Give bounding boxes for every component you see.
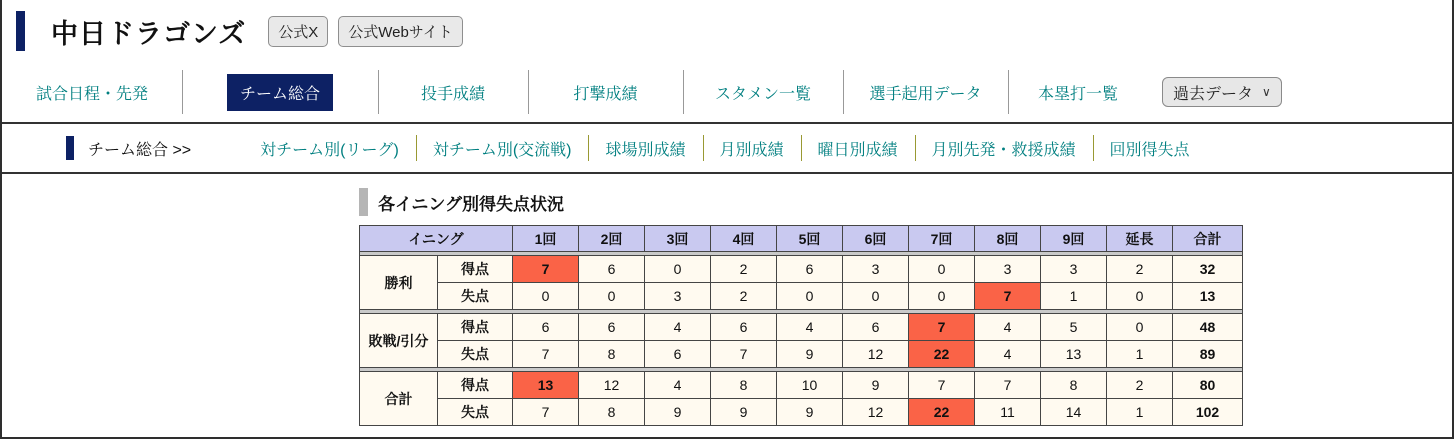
- score-cell: 0: [777, 283, 843, 310]
- score-cell: 7: [909, 372, 975, 399]
- score-cell: 9: [777, 341, 843, 368]
- score-cell: 0: [909, 283, 975, 310]
- score-cell: 7: [909, 314, 975, 341]
- main-nav-item[interactable]: [528, 62, 683, 122]
- main-nav-item-label: 投手成績: [420, 85, 485, 103]
- score-cell: 4: [975, 314, 1041, 341]
- score-cell: 1: [1107, 399, 1173, 426]
- score-cell: 89: [1173, 341, 1243, 368]
- score-cell: 7: [513, 399, 579, 426]
- team-header: [2, 0, 1452, 62]
- main-nav-item-label: 本塁打一覧: [1037, 85, 1118, 103]
- main-nav-item[interactable]: [1008, 62, 1148, 122]
- row-label: 失点: [438, 283, 513, 310]
- score-cell: 6: [711, 314, 777, 341]
- score-cell: 5: [1041, 314, 1107, 341]
- main-nav: [2, 62, 1452, 122]
- sub-nav-link[interactable]: 曜日別成績: [801, 137, 915, 160]
- main-nav-item[interactable]: [683, 62, 843, 122]
- section-title-row: [359, 188, 1452, 216]
- sub-nav-link[interactable]: 対チーム別(交流戦): [416, 137, 589, 160]
- table-header-cell: 合計: [1173, 226, 1243, 252]
- score-cell: 13: [513, 372, 579, 399]
- score-cell: 4: [645, 372, 711, 399]
- score-cell: 3: [645, 283, 711, 310]
- table-row: [360, 256, 1243, 283]
- score-cell: 8: [711, 372, 777, 399]
- score-cell: 4: [777, 314, 843, 341]
- table-row: [360, 314, 1243, 341]
- score-cell: 14: [1041, 399, 1107, 426]
- table-header-cell: 3回: [645, 226, 711, 252]
- table-header-cell: 5回: [777, 226, 843, 252]
- score-cell: 22: [909, 341, 975, 368]
- score-cell: 6: [777, 256, 843, 283]
- score-cell: 6: [579, 314, 645, 341]
- sub-nav-current: [66, 136, 191, 160]
- score-cell: 3: [1041, 256, 1107, 283]
- section-title: 各イニング別得失点状況: [378, 194, 564, 214]
- row-label: 得点: [438, 314, 513, 341]
- main-nav-item[interactable]: [2, 62, 182, 122]
- score-cell: 3: [843, 256, 909, 283]
- sub-nav-link[interactable]: 回別得失点: [1093, 137, 1207, 160]
- score-cell: 9: [777, 399, 843, 426]
- score-cell: 13: [1173, 283, 1243, 310]
- score-cell: 0: [843, 283, 909, 310]
- table-header-cell: 6回: [843, 226, 909, 252]
- main-nav-item-label: 選手起用データ: [869, 85, 982, 103]
- score-cell: 32: [1173, 256, 1243, 283]
- score-cell: 2: [711, 256, 777, 283]
- row-group-label: 勝利: [360, 256, 438, 310]
- main-nav-item[interactable]: [378, 62, 528, 122]
- table-header-cell: 1回: [513, 226, 579, 252]
- score-cell: 0: [1107, 314, 1173, 341]
- score-cell: 7: [711, 341, 777, 368]
- score-cell: 22: [909, 399, 975, 426]
- row-label: 得点: [438, 372, 513, 399]
- score-cell: 7: [513, 256, 579, 283]
- main-nav-item[interactable]: [182, 62, 378, 122]
- score-cell: 1: [1041, 283, 1107, 310]
- table-header-cell: 延長: [1107, 226, 1173, 252]
- row-group-label: 敗戦/引分: [360, 314, 438, 368]
- main-nav-item-label: スタメン一覧: [714, 85, 811, 103]
- table-header-cell: イニング: [360, 226, 513, 252]
- row-group-label: 合計: [360, 372, 438, 426]
- score-cell: 1: [1107, 341, 1173, 368]
- past-data-select-label: 過去データ: [1173, 85, 1254, 103]
- main-nav-item-label: 打撃成績: [573, 85, 638, 103]
- score-cell: 9: [711, 399, 777, 426]
- score-cell: 0: [579, 283, 645, 310]
- sub-nav-accent-bar: [66, 136, 74, 160]
- score-cell: 102: [1173, 399, 1243, 426]
- sub-nav: [2, 122, 1452, 174]
- score-cell: 12: [843, 399, 909, 426]
- main-nav-item[interactable]: [843, 62, 1008, 122]
- score-cell: 13: [1041, 341, 1107, 368]
- score-cell: 6: [579, 256, 645, 283]
- main-content: [2, 174, 1452, 426]
- table-row: [360, 372, 1243, 399]
- score-cell: 8: [579, 341, 645, 368]
- score-cell: 12: [843, 341, 909, 368]
- sub-nav-link[interactable]: 月別成績: [703, 137, 801, 160]
- table-header-cell: 8回: [975, 226, 1041, 252]
- score-cell: 0: [513, 283, 579, 310]
- sub-nav-link[interactable]: 月別先発・救援成績: [915, 137, 1093, 160]
- table-row: [360, 283, 1243, 310]
- row-label: 得点: [438, 256, 513, 283]
- table-header-cell: 9回: [1041, 226, 1107, 252]
- score-cell: 80: [1173, 372, 1243, 399]
- row-label: 失点: [438, 399, 513, 426]
- section-accent-bar: [359, 188, 368, 216]
- table-header-cell: 2回: [579, 226, 645, 252]
- table-row: [360, 399, 1243, 426]
- score-cell: 12: [579, 372, 645, 399]
- score-cell: 4: [645, 314, 711, 341]
- score-cell: 7: [975, 283, 1041, 310]
- table-header-cell: 7回: [909, 226, 975, 252]
- score-cell: 7: [975, 372, 1041, 399]
- score-cell: 8: [579, 399, 645, 426]
- score-cell: 0: [645, 256, 711, 283]
- score-cell: 0: [1107, 283, 1173, 310]
- score-cell: 8: [1041, 372, 1107, 399]
- score-cell: 4: [975, 341, 1041, 368]
- main-nav-item-label: 試合日程・先発: [35, 85, 148, 103]
- sub-nav-link[interactable]: 対チーム別(リーグ): [260, 141, 399, 159]
- main-nav-item-label: チーム総合: [227, 74, 333, 111]
- row-label: 失点: [438, 341, 513, 368]
- sub-nav-current-label: チーム総合 >>: [88, 141, 192, 159]
- official-link-button[interactable]: 公式Webサイト: [338, 16, 463, 47]
- score-cell: 48: [1173, 314, 1243, 341]
- score-cell: 0: [909, 256, 975, 283]
- team-title: 中日ドラゴンズ: [51, 18, 247, 49]
- score-cell: 9: [843, 372, 909, 399]
- official-link-button[interactable]: 公式X: [268, 16, 328, 47]
- innings-score-table: [359, 225, 1243, 426]
- header-buttons: [268, 16, 473, 47]
- past-data-select[interactable]: [1162, 77, 1282, 107]
- score-cell: 9: [645, 399, 711, 426]
- score-cell: 10: [777, 372, 843, 399]
- score-cell: 6: [843, 314, 909, 341]
- chevron-down-icon: ∨: [1262, 85, 1271, 99]
- sub-nav-link[interactable]: 球場別成績: [588, 137, 702, 160]
- score-cell: 2: [711, 283, 777, 310]
- score-cell: 2: [1107, 372, 1173, 399]
- score-cell: 6: [513, 314, 579, 341]
- score-cell: 7: [513, 341, 579, 368]
- team-accent-bar: [16, 11, 25, 51]
- score-cell: 3: [975, 256, 1041, 283]
- score-cell: 2: [1107, 256, 1173, 283]
- score-cell: 6: [645, 341, 711, 368]
- table-header-cell: 4回: [711, 226, 777, 252]
- table-row: [360, 341, 1243, 368]
- score-cell: 11: [975, 399, 1041, 426]
